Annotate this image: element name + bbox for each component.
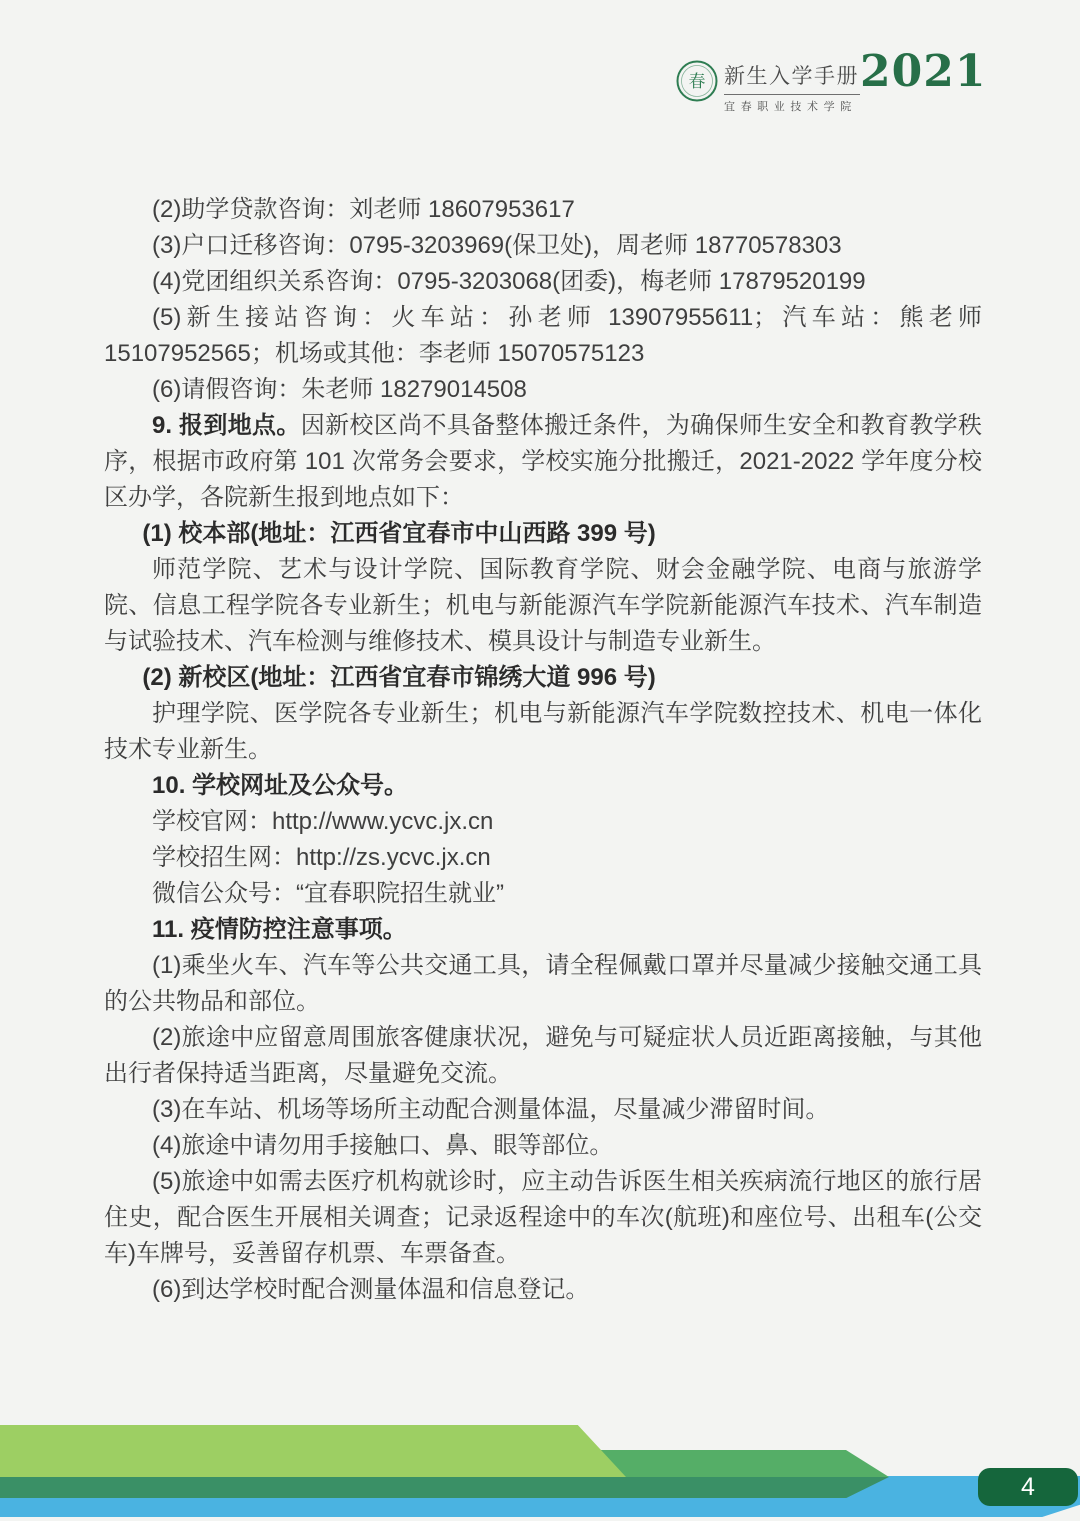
paragraph: [104, 804, 982, 840]
paragraph: [104, 1020, 982, 1092]
footer-teal-band: [0, 1477, 889, 1498]
school-name: 宜春职业技术学院: [724, 101, 857, 113]
paragraph-text: 师范学院、艺术与设计学院、国际教育学院、财会金融学院、电商与旅游学院、信息工程学院各专业新生；机电与新能源汽车学院新能源汽车技术、汽车制造与试验技术、汽车检测与维修技术、模具设计与制造专业新生。: [104, 556, 982, 655]
paragraph-lead: 9. 报到地点。: [152, 412, 301, 439]
paragraph-text: (1)乘坐火车、汽车等公共交通工具，请全程佩戴口罩并尽量减少接触交通工具的公共物品和部位。: [104, 952, 982, 1015]
paragraph: [104, 1272, 982, 1308]
paragraph-text: (4)党团组织关系咨询：0795-3203068(团委)，梅老师 17879520199: [152, 268, 866, 295]
paragraph-text: (6)请假咨询：朱老师 18279014508: [152, 376, 527, 403]
seal-glyph: 春: [688, 72, 706, 92]
paragraph-text: (6)到达学校时配合测量体温和信息登记。: [152, 1276, 590, 1303]
paragraph: [104, 840, 982, 876]
paragraph: [104, 228, 982, 264]
paragraph: [104, 1092, 982, 1128]
paragraph: [104, 1128, 982, 1164]
document-body: [104, 192, 982, 1308]
paragraph-text: 微信公众号：“宜春职院招生就业”: [152, 880, 504, 907]
paragraph: [104, 768, 982, 804]
header-title-block: [724, 60, 860, 114]
paragraph: [104, 912, 982, 948]
paragraph: [104, 876, 982, 912]
paragraph-text: (2)旅途中应留意周围旅客健康状况，避免与可疑症状人员近距离接触，与其他出行者保持适当距离，尽量避免交流。: [104, 1024, 982, 1087]
paragraph-text: 因新校区尚不具备整体搬迁条件，为确保师生安全和教育教学秩序，根据市政府第 101 次常务会要求，学校实施分批搬迁，2021-2022 学年度分校区办学，各院新生报到地点如下：: [104, 412, 983, 511]
paragraph-text: (4)旅途中请勿用手接触口、鼻、眼等部位。: [152, 1132, 614, 1159]
school-seal-icon: [676, 60, 718, 102]
paragraph-text: (5)旅途中如需去医疗机构就诊时，应主动告诉医生相关疾病流行地区的旅行居住史，配合医生开展相关调查；记录返程途中的车次(航班)和座位号、出租车(公交车)车牌号，妥善留存机票、车票备查。: [104, 1168, 982, 1267]
paragraph: [104, 264, 982, 300]
paragraph-text: 学校官网：http://www.ycvc.jx.cn: [152, 808, 494, 835]
paragraph-lead: (1) 校本部(地址：江西省宜春市中山西路 399 号): [142, 520, 656, 547]
paragraph: [104, 552, 982, 660]
paragraph: [104, 660, 982, 696]
paragraph-lead: 11. 疫情防控注意事项。: [152, 916, 407, 943]
paragraph-text: (3)在车站、机场等场所主动配合测量体温，尽量减少滞留时间。: [152, 1096, 830, 1123]
paragraph: [104, 300, 982, 372]
paragraph: [104, 408, 982, 516]
paragraph: [104, 516, 982, 552]
paragraph-lead: 10. 学校网址及公众号。: [152, 772, 409, 799]
handbook-year: 2021: [860, 46, 987, 97]
paragraph: [104, 1164, 982, 1272]
paragraph-text: (3)户口迁移咨询：0795-3203969(保卫处)，周老师 18770578303: [152, 232, 842, 259]
paragraph: [104, 696, 982, 768]
page-number: 4: [1021, 1472, 1035, 1501]
paragraph-text: 护理学院、医学院各专业新生；机电与新能源汽车学院数控技术、机电一体化技术专业新生。: [104, 700, 982, 763]
paragraph-text: (5)新生接站咨询：火车站：孙老师 13907955611；汽车站：熊老师 15107952565；机场或其他：李老师 15070575123: [104, 304, 982, 367]
paragraph-lead: (2) 新校区(地址：江西省宜春市锦绣大道 996 号): [142, 664, 656, 691]
paragraph-text: 学校招生网：http://zs.ycvc.jx.cn: [152, 844, 491, 871]
paragraph: [104, 192, 982, 228]
header: [0, 0, 1080, 130]
handbook-title: 新生入学手册: [724, 60, 860, 95]
footer-light-green-chevron: [0, 1425, 626, 1477]
paragraph-text: (2)助学贷款咨询：刘老师 18607953617: [152, 196, 575, 223]
paragraph: [104, 948, 982, 1020]
paragraph: [104, 372, 982, 408]
page-number-badge: [978, 1468, 1078, 1506]
